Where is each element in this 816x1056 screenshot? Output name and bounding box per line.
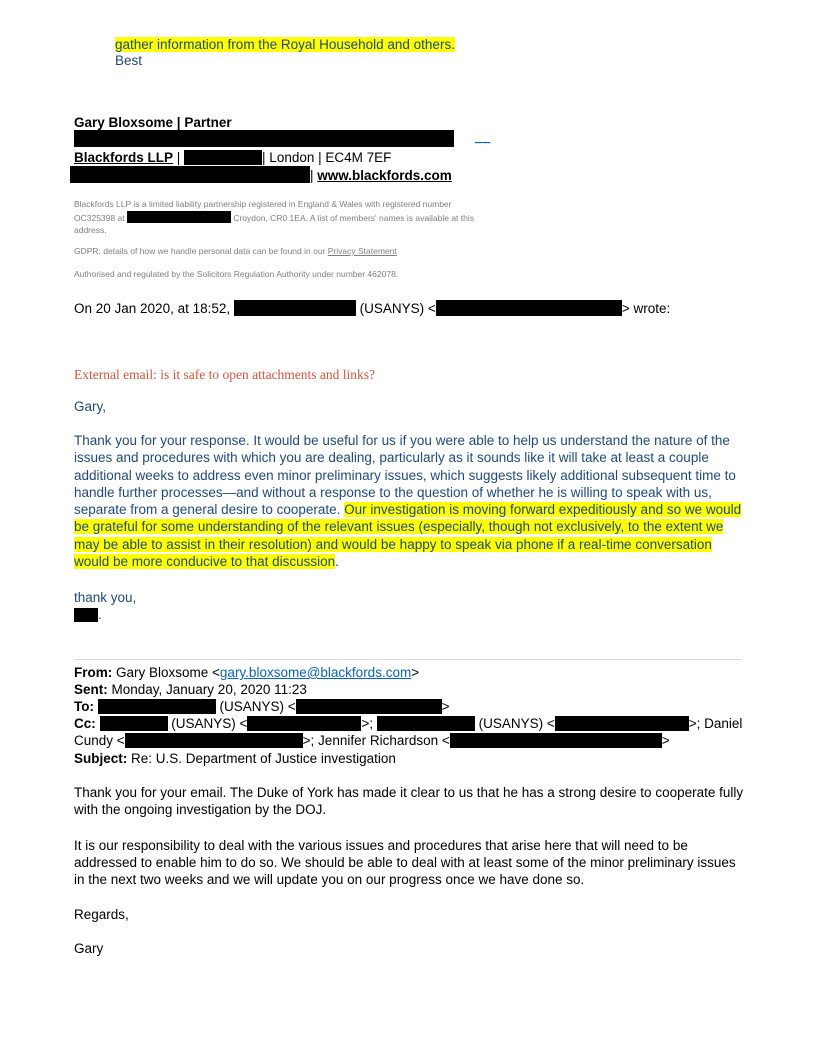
redaction-box [98, 699, 216, 714]
regulated-line: Authorised and regulated by the Solicitors Regulation Authority under number 462078. [74, 269, 399, 279]
disclaimer-line-3: address. [74, 225, 107, 235]
redaction-box [555, 716, 689, 731]
signature-link-dashes[interactable]: _ _ [475, 132, 491, 144]
redaction-box [125, 733, 303, 748]
gdpr-line: GDPR: details of how we handle personal data can be found in our Privacy Statement [74, 246, 397, 256]
header-from: From: Gary Bloxsome <gary.bloxsome@blackfords.com> [74, 665, 420, 680]
redaction-box [184, 150, 262, 165]
redaction-box [436, 300, 622, 316]
disclaimer-line-2: OC325398 at Croydon, CR0 1EA. A list of members' names is available at this [74, 213, 475, 223]
body-paragraph-1: Thank you for your email. The Duke of York has made it clear to us that he has a strong desire to cooperate fully with the ongoing investigation by the DOJ. [74, 785, 744, 817]
body-signoff: Gary [74, 941, 104, 956]
quoted-line-2: Best [115, 53, 143, 68]
reply-greeting: Gary, [74, 399, 107, 414]
redaction-box [74, 608, 98, 622]
redaction-box [74, 130, 454, 147]
redaction-box [450, 733, 662, 748]
redaction-box [127, 211, 231, 223]
disclaimer-line-1: Blackfords LLP is a limited liability partnership registered in England & Wales with registered number [74, 199, 452, 209]
redaction-box [377, 716, 475, 731]
redaction-box [70, 166, 310, 183]
signature-web-line: | www.blackfords.com [70, 166, 452, 184]
body-regards: Regards, [74, 907, 129, 922]
external-email-warning: External email: is it safe to open attachments and links? [74, 367, 376, 382]
redaction-bar [74, 130, 454, 149]
header-cc-cont: Cundy < >; Jennifer Richardson < > [74, 733, 670, 748]
firm-name: Blackfords LLP [74, 150, 174, 165]
message-separator [74, 659, 742, 660]
redaction-box [100, 716, 168, 731]
redaction-box [234, 300, 356, 316]
header-sent: Sent: Monday, January 20, 2020 11:23 [74, 682, 307, 697]
signature-firm-line: Blackfords LLP | | London | EC4M 7EF [74, 150, 392, 165]
body-paragraph-2: It is our responsibility to deal with the various issues and procedures that arise here that will need to be addressed to enable him to do so. We should be able to deal with at least some of the minor preliminary issues in the next two weeks and we will update you on our progress once we have done so. [74, 838, 736, 887]
redaction-box [296, 699, 442, 714]
reply-highlight: Our investigation is moving forward expeditiously and so we would be grateful for some understanding of the relevant issues (especially, though not exclusively, to the extent we may be able to assist in their resolution) and would be happy to speak via phone if a real-time conversation would be more conducive to that discussion [74, 502, 742, 570]
reply-signature: . [74, 606, 102, 623]
reply-body: Thank you for your response. It would be useful for us if you were able to help us understand the nature of the issues and procedures with which you are dealing, particularly as it sounds like it will take at least a couple additional weeks to address even minor preliminary issues, which suggests likely additional subsequent time to handle further processes—and without a response to the question of whether he is willing to speak with us, separate from a general desire to cooperate. Our investigation is moving forward expeditiously and so we would be grateful for some understanding of the relevant issues (especially, though not exclusively, to the extent we may be able to assist in their resolution) and would be happy to speak via phone if a real-time conversation would be more conducive to that discussion. [74, 433, 742, 570]
privacy-statement-link[interactable]: Privacy Statement [327, 246, 397, 256]
wrote-line: On 20 Jan 2020, at 18:52, (USANYS) < > wrote: [74, 301, 671, 316]
redaction-box [247, 716, 361, 731]
header-to: To: (USANYS) < > [74, 699, 450, 714]
signature-name: Gary Bloxsome | Partner [74, 115, 232, 130]
header-cc: Cc: (USANYS) < >; (USANYS) < >; Daniel [74, 716, 743, 731]
website-link[interactable]: www.blackfords.com [317, 168, 452, 183]
from-email-link[interactable]: gary.bloxsome@blackfords.com [219, 665, 412, 680]
header-subject: Subject: Re: U.S. Department of Justice investigation [74, 751, 396, 766]
reply-closing: thank you, [74, 590, 137, 605]
quoted-line-1: gather information from the Royal Household and others. [115, 37, 455, 52]
